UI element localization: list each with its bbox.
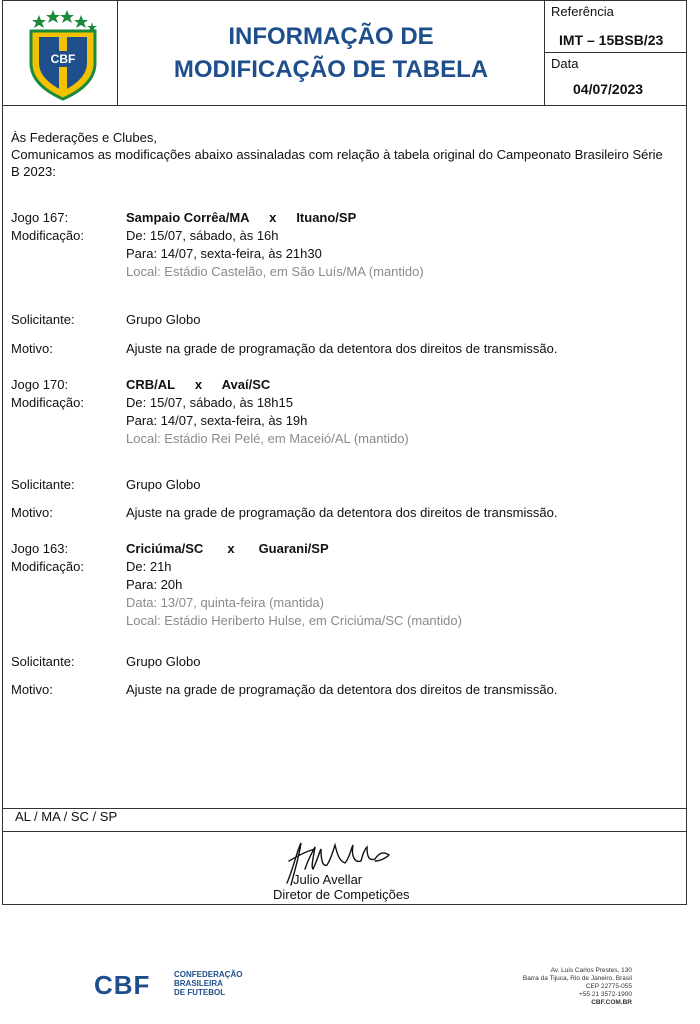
org-line-2: BRASILEIRA [174,979,223,988]
venue-kept: Local: Estádio Rei Pelé, em Maceió/AL (mantido) [126,431,409,446]
reason-label: Motivo: [11,505,53,520]
change-to: Para: 14/07, sexta-feira, às 21h30 [126,246,322,261]
requester-label: Solicitante: [11,312,75,327]
intro-body: Comunicamos as modificações abaixo assinaladas com relação à tabela original do Campeonato Brasileiro Série B 2023: [11,147,663,179]
intro-text [11,129,671,180]
reason-label: Motivo: [11,341,53,356]
versus: x [194,377,203,392]
modification-label: Modificação: [11,228,84,243]
away-team: Avaí/SC [221,377,271,392]
reason-value: Ajuste na grade de programação da detentora dos direitos de transmissão. [126,341,558,356]
cbf-crest-icon [3,1,118,105]
change-from: De: 15/07, sábado, às 18h15 [126,395,293,410]
matchup [126,209,686,227]
requester-value: Grupo Globo [126,477,201,492]
modification-label: Modificação: [11,395,84,410]
reference-label: Referência [551,4,614,19]
footer-cbf-logo: CBF [94,970,151,1000]
org-line-1: CONFEDERAÇÃO [174,970,243,979]
away-team: Ituano/SP [296,210,357,225]
date-label: Data [551,56,579,71]
phone: +55 21 3572-1900 [579,991,632,998]
footer-address [523,967,632,1007]
document-title [118,1,545,105]
modification-label: Modificação: [11,559,84,574]
signatory-role: Diretor de Competições [273,887,410,902]
date-cell [545,53,686,105]
venue-kept: Local: Estádio Heriberto Hulse, em Criciúma/SC (mantido) [126,613,462,628]
home-team: Sampaio Corrêa/MA [126,210,250,225]
change-from: De: 15/07, sábado, às 16h [126,228,279,243]
address-line-2: Barra da Tijuca, Rio de Janeiro, Brasil [522,975,632,982]
change-from: De: 21h [126,559,172,574]
intro-greeting: Às Federações e Clubes, [11,130,157,145]
game-label: Jogo 163: [11,541,69,556]
reason-value: Ajuste na grade de programação da detentora dos direitos de transmissão. [126,682,558,697]
document-frame [2,0,687,905]
date-kept: Data: 13/07, quinta-feira (mantida) [126,595,324,610]
home-team: Criciúma/SC [126,541,204,556]
matchup [126,540,686,558]
website-link[interactable]: CBF.COM.BR [591,999,632,1006]
requester-label: Solicitante: [11,477,75,492]
address-line-3: CEP 22775-055 [585,983,632,990]
requester-value: Grupo Globo [126,654,201,669]
versus: x [227,541,235,556]
requester-label: Solicitante: [11,654,75,669]
footer-org-name [174,970,242,997]
header-divider [3,105,686,106]
change-to: Para: 14/07, sexta-feira, às 19h [126,413,308,428]
states-list: AL / MA / SC / SP [15,809,118,824]
date-value: 04/07/2023 [573,81,644,97]
address-line-1: Av. Luis Carlos Prestes, 130 [550,967,632,974]
reference-cell [545,1,686,53]
reason-value: Ajuste na grade de programação da detentora dos direitos de transmissão. [126,505,558,520]
signatory-name: Julio Avellar [293,872,363,887]
versus: x [269,210,277,225]
org-line-3: DE FUTEBOL [174,988,226,997]
home-team: CRB/AL [126,377,175,392]
matchup [126,376,686,394]
states-divider-bottom [3,831,686,832]
cbf-crest-cell [3,1,118,105]
requester-value: Grupo Globo [126,312,201,327]
game-label: Jogo 167: [11,210,69,225]
reference-value: IMT – 15BSB/23 [559,32,664,48]
game-label: Jogo 170: [11,377,69,392]
change-to: Para: 20h [126,577,183,592]
title-line-1: INFORMAÇÃO DE [228,23,434,50]
title-line-2: MODIFICAÇÃO DE TABELA [173,56,489,83]
away-team: Guarani/SP [258,541,329,556]
venue-kept: Local: Estádio Castelão, em São Luís/MA (mantido) [126,264,424,279]
svg-text:CBF: CBF [50,52,76,66]
reason-label: Motivo: [11,682,53,697]
